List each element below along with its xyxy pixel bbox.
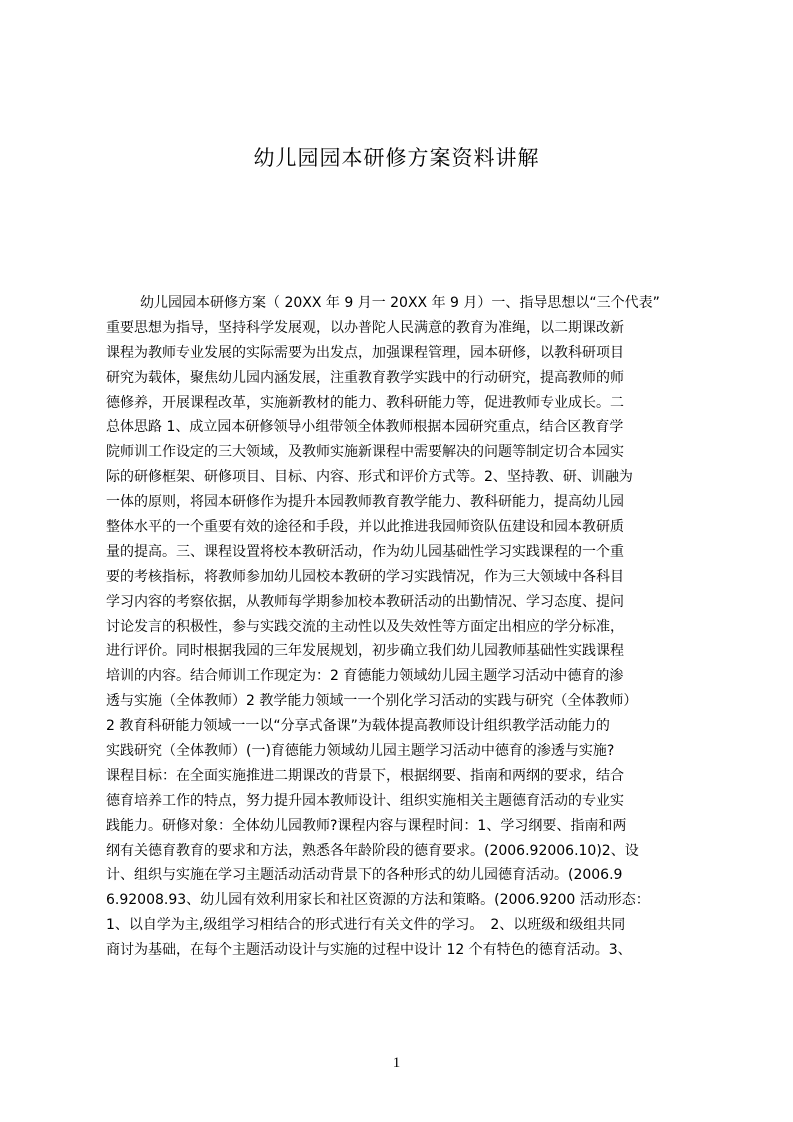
body-line-12: 要的考核指标，将教师参加幼儿园校本教研的学习实践情况，作为三大领域中各科目	[106, 568, 624, 585]
body-line-3: 课程为教师专业发展的实际需要为出发点，加强课程管理，园本研修，以教科研项目	[106, 344, 624, 361]
body-line-27: 商讨为基础，在每个主题活动设计与实施的过程中设计 12 个有特色的德育活动。3、	[106, 942, 632, 959]
document-body	[106, 291, 696, 963]
body-line-22: 践能力。研修对象：全体幼儿园教师?课程内容与课程时间：1、学习纲要、指南和两	[106, 817, 627, 834]
body-line-7: 院师训工作设定的三大领域，及教师实施新课程中需要解决的问题等制定切合本园实	[106, 444, 624, 461]
body-line-16: 培训的内容。结合师训工作现定为：2 育德能力领域幼儿园主题学习活动中德育的渗	[106, 668, 624, 685]
body-line-26: 1、以自学为主,级组学习相结合的形式进行有关文件的学习。 2、以班级和级组共同	[106, 917, 626, 934]
body-line-5: 德修养，开展课程改革，实施新教材的能力、教科研能力等，促进教师专业成长。二	[106, 394, 624, 411]
body-line-20: 课程目标：在全面实施推进二期课改的背景下，根据纲要、指南和两纲的要求，结合	[106, 767, 624, 784]
body-line-21: 德育培养工作的特点，努力提升园本教师设计、组织实施相关主题德育活动的专业实	[106, 792, 624, 809]
body-line-2: 重要思想为指导，坚持科学发展观，以办普陀人民满意的教育为准绳，以二期课改新	[106, 319, 624, 336]
body-line-18: 2 教育科研能力领域一一以“分享式备课”为载体提高教师设计组织教学活动能力的	[106, 718, 610, 735]
body-line-19: 实践研究（全体教师）(一)育德能力领域幼儿园主题学习活动中德育的渗透与实施?	[106, 743, 615, 760]
body-line-6: 总体思路 1、成立园本研修领导小组带领全体教师根据本园研究重点，结合区教育学	[106, 419, 624, 436]
body-line-14: 讨论发言的积极性，参与实践交流的主动性以及失效性等方面定出相应的学分标准，	[106, 618, 624, 635]
body-line-17: 透与实施（全体教师）2 教学能力领域一一个别化学习活动的实践与研究（全体教师）	[106, 693, 638, 710]
body-line-15: 进行评价。同时根据我园的三年发展规划，初步确立我们幼儿园教师基础性实践课程	[106, 643, 624, 660]
body-line-9: 一体的原则，将园本研修作为提升本园教师教育教学能力、教科研能力，提高幼儿园	[106, 494, 624, 511]
body-line-11: 量的提高。三、课程设置将校本教研活动，作为幼儿园基础性学习实践课程的一个重	[106, 543, 624, 560]
document-title: 幼儿园园本研修方案资料讲解	[253, 146, 540, 170]
body-line-1: 幼儿园园本研修方案（ 20XX 年 9 月一 20XX 年 9 月）一、指导思想以“三个代表”	[140, 295, 660, 311]
body-line-13: 学习内容的考察依据，从教师每学期参加校本教研活动的出勤情况、学习态度、提问	[106, 593, 624, 610]
body-line-10: 整体水平的一个重要有效的途径和手段，并以此推进我园师资队伍建设和园本教研质	[106, 519, 624, 536]
body-line-24: 计、组织与实施在学习主题活动活动背景下的各种形式的幼儿园德育活动。(2006.9	[106, 867, 623, 884]
page-number: 1	[392, 1055, 401, 1071]
body-line-25: 6.92008.93、幼儿园有效利用家长和社区资源的方法和策略。(2006.9200 活动形态：	[106, 892, 650, 909]
body-line-4: 研究为载体，聚焦幼儿园内涵发展，注重教育教学实践中的行动研究，提高教师的师	[106, 369, 624, 386]
body-line-8: 际的研修框架、研修项目、目标、内容、形式和评价方式等。2、坚持教、研、训融为	[106, 469, 633, 486]
body-line-23: 纲有关德育教育的要求和方法，熟悉各年龄阶段的德育要求。(2006.92006.10)2、设	[106, 842, 639, 859]
